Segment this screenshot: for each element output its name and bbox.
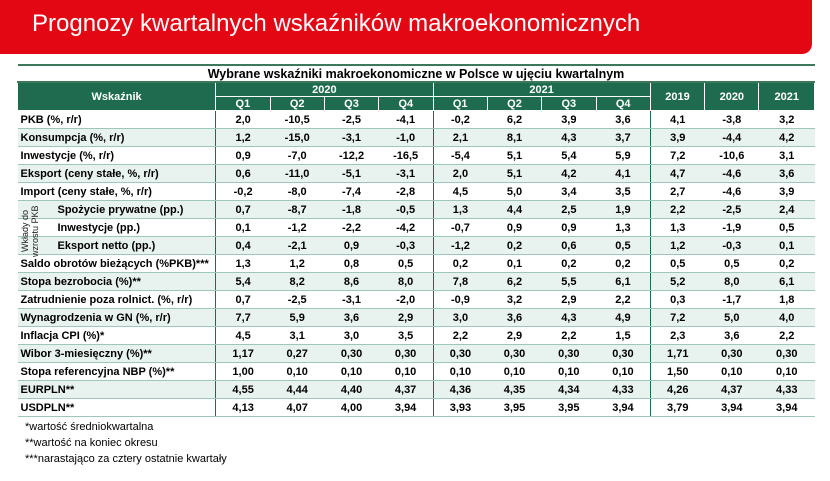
table-cell: -10,6 (705, 147, 759, 165)
table-cell: 0,9 (216, 147, 270, 165)
table-cell: 4,2 (759, 129, 815, 147)
table-cell: -1,8 (324, 201, 378, 219)
table-cell: 0,10 (542, 363, 596, 381)
table-cell: 2,2 (596, 291, 650, 309)
table-cell: 4,3 (542, 129, 596, 147)
table-body (18, 111, 815, 417)
table-cell: 1,3 (650, 219, 704, 237)
table-cell: 1,3 (216, 255, 270, 273)
table-cell: 1,8 (759, 291, 815, 309)
table-cell: 2,9 (487, 327, 541, 345)
row-label: Eksport (ceny stałe, %, r/r) (18, 165, 216, 183)
table-cell: -7,0 (270, 147, 324, 165)
row-label: Wibor 3-miesięczny (%)** (18, 345, 216, 363)
table-row (18, 165, 815, 183)
table-cell: -15,0 (270, 129, 324, 147)
table-cell: 8,2 (270, 273, 324, 291)
table-cell: -11,0 (270, 165, 324, 183)
table-row (18, 201, 815, 219)
table-cell: 3,6 (596, 111, 650, 129)
table-cell: -7,4 (324, 183, 378, 201)
table-cell: 1,3 (433, 201, 487, 219)
table-cell: 0,9 (542, 219, 596, 237)
table-cell: 5,5 (542, 273, 596, 291)
table-cell: 2,1 (433, 129, 487, 147)
table-cell: 0,2 (433, 255, 487, 273)
header-year-2021: 2021 (433, 82, 650, 97)
header-annual-2020: 2020 (705, 82, 759, 111)
table-cell: 2,9 (542, 291, 596, 309)
table-cell: 3,0 (324, 327, 378, 345)
table-cell: 3,2 (759, 111, 815, 129)
table-cell: 4,1 (596, 165, 650, 183)
header-quarter: Q3 (324, 97, 378, 111)
table-cell: 5,0 (705, 309, 759, 327)
table-cell: 3,9 (759, 183, 815, 201)
table-cell: 5,0 (487, 183, 541, 201)
table-cell: 2,3 (650, 327, 704, 345)
table-cell: 4,0 (759, 309, 815, 327)
table-cell: 8,0 (379, 273, 433, 291)
table-cell: 5,1 (487, 165, 541, 183)
page-title: Prognozy kwartalnych wskaźników makroekonomicznych (32, 10, 641, 37)
table-cell: 5,9 (596, 147, 650, 165)
table-cell: 2,2 (650, 201, 704, 219)
table-cell: -2,2 (324, 219, 378, 237)
table-cell: 3,93 (433, 399, 487, 417)
table-cell: 0,4 (216, 237, 270, 255)
table-cell: 0,2 (596, 255, 650, 273)
row-label: Zatrudnienie poza rolnict. (%, r/r) (18, 291, 216, 309)
table-cell: 2,0 (216, 111, 270, 129)
table-cell: -3,1 (324, 291, 378, 309)
table-row (18, 327, 815, 345)
footnote: *wartość średniokwartalna (25, 421, 154, 433)
table-cell: 0,7 (216, 291, 270, 309)
table-cell: 0,30 (433, 345, 487, 363)
table-cell: 0,7 (216, 201, 270, 219)
table-cell: 4,44 (270, 381, 324, 399)
table-cell: 0,30 (542, 345, 596, 363)
table-cell: 3,79 (650, 399, 704, 417)
table-cell: 6,2 (487, 111, 541, 129)
table-cell: 0,30 (759, 345, 815, 363)
table-cell: 4,3 (542, 309, 596, 327)
table-cell: 1,2 (650, 237, 704, 255)
table-cell: -3,8 (705, 111, 759, 129)
table-cell: 3,9 (650, 129, 704, 147)
table-cell: -4,6 (705, 183, 759, 201)
table-cell: 0,10 (596, 363, 650, 381)
header-quarter: Q3 (542, 97, 596, 111)
macro-forecast-table (17, 64, 815, 417)
table-cell: 0,10 (433, 363, 487, 381)
table-cell: -1,2 (433, 237, 487, 255)
table-row (18, 237, 815, 255)
table-cell: 8,6 (324, 273, 378, 291)
table-cell: 4,07 (270, 399, 324, 417)
table-row (18, 183, 815, 201)
table-cell: -0,2 (216, 183, 270, 201)
table-cell: 6,1 (596, 273, 650, 291)
table-cell: 5,2 (650, 273, 704, 291)
footnotes (25, 419, 227, 467)
row-label: Saldo obrotów bieżących (%PKB)*** (18, 255, 216, 273)
table-cell: 2,9 (379, 309, 433, 327)
table-cell: 0,5 (596, 237, 650, 255)
table-cell: 0,5 (650, 255, 704, 273)
row-label: Eksport netto (pp.) (18, 237, 216, 255)
table-cell: 0,5 (705, 255, 759, 273)
table-cell: -2,8 (379, 183, 433, 201)
table-row (18, 345, 815, 363)
table-cell: -0,7 (433, 219, 487, 237)
table-row (18, 255, 815, 273)
header-indicator: Wskaźnik (18, 82, 216, 111)
table-cell: 0,9 (487, 219, 541, 237)
table-cell: 7,2 (650, 147, 704, 165)
table-cell: 4,35 (487, 381, 541, 399)
table-cell: 7,8 (433, 273, 487, 291)
header-annual-2019: 2019 (650, 82, 704, 111)
table-cell: -2,5 (705, 201, 759, 219)
table-cell: -0,2 (433, 111, 487, 129)
table-cell: 3,1 (759, 147, 815, 165)
table-cell: 2,0 (433, 165, 487, 183)
row-label-text: Spożycie prywatne (pp.) (57, 203, 184, 216)
table-title: Wybrane wskaźniki makroekonomiczne w Polsce w ujęciu kwartalnym (18, 65, 815, 82)
table-cell: 3,7 (596, 129, 650, 147)
table-cell: 0,10 (705, 363, 759, 381)
table-cell: 1,5 (596, 327, 650, 345)
table-cell: 7,7 (216, 309, 270, 327)
table-cell: 0,5 (759, 219, 815, 237)
table-cell: 4,00 (324, 399, 378, 417)
table-cell: -4,6 (705, 165, 759, 183)
table-cell: -4,4 (705, 129, 759, 147)
table-cell: 8,1 (487, 129, 541, 147)
table-cell: -1,0 (379, 129, 433, 147)
table-cell: 0,8 (324, 255, 378, 273)
table-cell: 5,4 (542, 147, 596, 165)
table-cell: 8,0 (705, 273, 759, 291)
table-cell: 4,13 (216, 399, 270, 417)
table-cell: 0,3 (650, 291, 704, 309)
table-cell: 3,6 (705, 327, 759, 345)
row-label: Inwestycje (pp.) (18, 219, 216, 237)
row-label: Stopa bezrobocia (%)** (18, 273, 216, 291)
table-cell: 2,2 (759, 327, 815, 345)
table-cell: -1,2 (270, 219, 324, 237)
table-cell: 0,6 (216, 165, 270, 183)
header-quarter: Q2 (487, 97, 541, 111)
table-cell: 0,30 (324, 345, 378, 363)
table-cell: 4,9 (596, 309, 650, 327)
table-cell: -2,0 (379, 291, 433, 309)
row-label: Inwestycje (%, r/r) (18, 147, 216, 165)
table-cell: 4,37 (705, 381, 759, 399)
table-cell: 4,5 (433, 183, 487, 201)
table-cell: 2,5 (542, 201, 596, 219)
footnote: **wartość na koniec okresu (25, 437, 158, 449)
table-cell: -3,1 (324, 129, 378, 147)
table-cell: 4,37 (379, 381, 433, 399)
table-cell: 3,94 (705, 399, 759, 417)
table-cell: 1,2 (270, 255, 324, 273)
table-cell: -16,5 (379, 147, 433, 165)
table-row (18, 381, 815, 399)
table-cell: 0,1 (487, 255, 541, 273)
table-cell: 1,3 (596, 219, 650, 237)
header-quarter: Q4 (596, 97, 650, 111)
table-cell: 4,4 (487, 201, 541, 219)
table-cell: -8,0 (270, 183, 324, 201)
table-cell: 4,5 (216, 327, 270, 345)
table-cell: -1,7 (705, 291, 759, 309)
table-cell: 3,95 (487, 399, 541, 417)
table-cell: 2,2 (542, 327, 596, 345)
table-cell: -2,5 (270, 291, 324, 309)
table-cell: -1,9 (705, 219, 759, 237)
table-container (17, 64, 815, 417)
table-cell: 0,6 (542, 237, 596, 255)
table-row (18, 219, 815, 237)
table-cell: 4,36 (433, 381, 487, 399)
table-cell: 0,30 (487, 345, 541, 363)
table-cell: 4,7 (650, 165, 704, 183)
table-cell: 3,9 (542, 111, 596, 129)
table-cell: 3,6 (324, 309, 378, 327)
table-cell: -0,9 (433, 291, 487, 309)
table-cell: 3,5 (596, 183, 650, 201)
table-cell: 3,4 (542, 183, 596, 201)
row-label: PKB (%, r/r) (18, 111, 216, 129)
table-row (18, 309, 815, 327)
table-cell: -8,7 (270, 201, 324, 219)
table-cell: 3,95 (542, 399, 596, 417)
table-cell: 4,2 (542, 165, 596, 183)
table-row (18, 291, 815, 309)
table-cell: 5,1 (487, 147, 541, 165)
table-cell: 0,10 (487, 363, 541, 381)
table-cell: 0,1 (216, 219, 270, 237)
table-cell: 4,33 (759, 381, 815, 399)
table-row (18, 399, 815, 417)
table-cell: 0,1 (759, 237, 815, 255)
table-cell: 0,5 (379, 255, 433, 273)
table-cell: 1,50 (650, 363, 704, 381)
table-cell: 5,4 (216, 273, 270, 291)
table-cell: 0,10 (324, 363, 378, 381)
table-cell: 0,2 (759, 255, 815, 273)
header-annual-2021: 2021 (759, 82, 815, 111)
row-label: Konsumpcja (%, r/r) (18, 129, 216, 147)
table-cell: 7,2 (650, 309, 704, 327)
table-row (18, 363, 815, 381)
table-cell: 1,17 (216, 345, 270, 363)
header-quarter: Q1 (433, 97, 487, 111)
table-cell: 0,27 (270, 345, 324, 363)
header-year-2020: 2020 (216, 82, 433, 97)
table-cell: -10,5 (270, 111, 324, 129)
table-cell: 3,94 (379, 399, 433, 417)
table-cell: 6,1 (759, 273, 815, 291)
row-label: Wynagrodzenia w GN (%, r/r) (18, 309, 216, 327)
row-label: EURPLN** (18, 381, 216, 399)
table-cell: 2,2 (433, 327, 487, 345)
table-cell: 3,5 (379, 327, 433, 345)
table-cell: 3,1 (270, 327, 324, 345)
table-cell: 1,9 (596, 201, 650, 219)
table-cell: 3,94 (596, 399, 650, 417)
table-cell: 4,1 (650, 111, 704, 129)
table-cell: 5,9 (270, 309, 324, 327)
table-cell: -4,1 (379, 111, 433, 129)
table-cell: 3,6 (759, 165, 815, 183)
table-cell: 0,10 (270, 363, 324, 381)
table-cell: 0,2 (487, 237, 541, 255)
table-cell: 1,71 (650, 345, 704, 363)
table-cell: 4,34 (542, 381, 596, 399)
table-cell: -5,4 (433, 147, 487, 165)
table-cell: 3,6 (487, 309, 541, 327)
table-cell: 4,55 (216, 381, 270, 399)
row-label: Inflacja CPI (%)* (18, 327, 216, 345)
table-cell: 0,9 (324, 237, 378, 255)
table-cell: 6,2 (487, 273, 541, 291)
table-cell: -2,5 (324, 111, 378, 129)
table-cell: 1,2 (216, 129, 270, 147)
table-cell: 4,40 (324, 381, 378, 399)
row-label: Stopa referencyjna NBP (%)** (18, 363, 216, 381)
table-cell: -4,2 (379, 219, 433, 237)
table-cell: -12,2 (324, 147, 378, 165)
table-cell: 3,94 (759, 399, 815, 417)
table-cell: 2,7 (650, 183, 704, 201)
table-row (18, 147, 815, 165)
table-cell: 0,30 (596, 345, 650, 363)
table-cell: 0,30 (705, 345, 759, 363)
table-cell: 1,00 (216, 363, 270, 381)
table-cell: -0,3 (379, 237, 433, 255)
table-cell: 3,2 (487, 291, 541, 309)
table-row (18, 273, 815, 291)
table-cell: -0,5 (379, 201, 433, 219)
table-row (18, 111, 815, 129)
table-cell: 0,10 (379, 363, 433, 381)
header-quarter: Q1 (216, 97, 270, 111)
group-label: Wkłady do wzrostu PKB (19, 205, 40, 257)
row-label: Import (ceny stałe, %, r/r) (18, 183, 216, 201)
table-cell: 2,4 (759, 201, 815, 219)
footnote: ***narastająco za cztery ostatnie kwartały (25, 453, 227, 465)
table-cell: 0,30 (379, 345, 433, 363)
table-cell: -3,1 (379, 165, 433, 183)
table-cell: 4,33 (596, 381, 650, 399)
table-cell: -5,1 (324, 165, 378, 183)
table-cell: -2,1 (270, 237, 324, 255)
table-cell: 4,26 (650, 381, 704, 399)
table-cell: 3,0 (433, 309, 487, 327)
table-cell: 0,2 (542, 255, 596, 273)
table-row (18, 129, 815, 147)
header-quarter: Q4 (379, 97, 433, 111)
row-label: USDPLN** (18, 399, 216, 417)
title-banner (0, 0, 812, 54)
table-cell: 0,10 (759, 363, 815, 381)
table-cell: -0,3 (705, 237, 759, 255)
header-quarter: Q2 (270, 97, 324, 111)
